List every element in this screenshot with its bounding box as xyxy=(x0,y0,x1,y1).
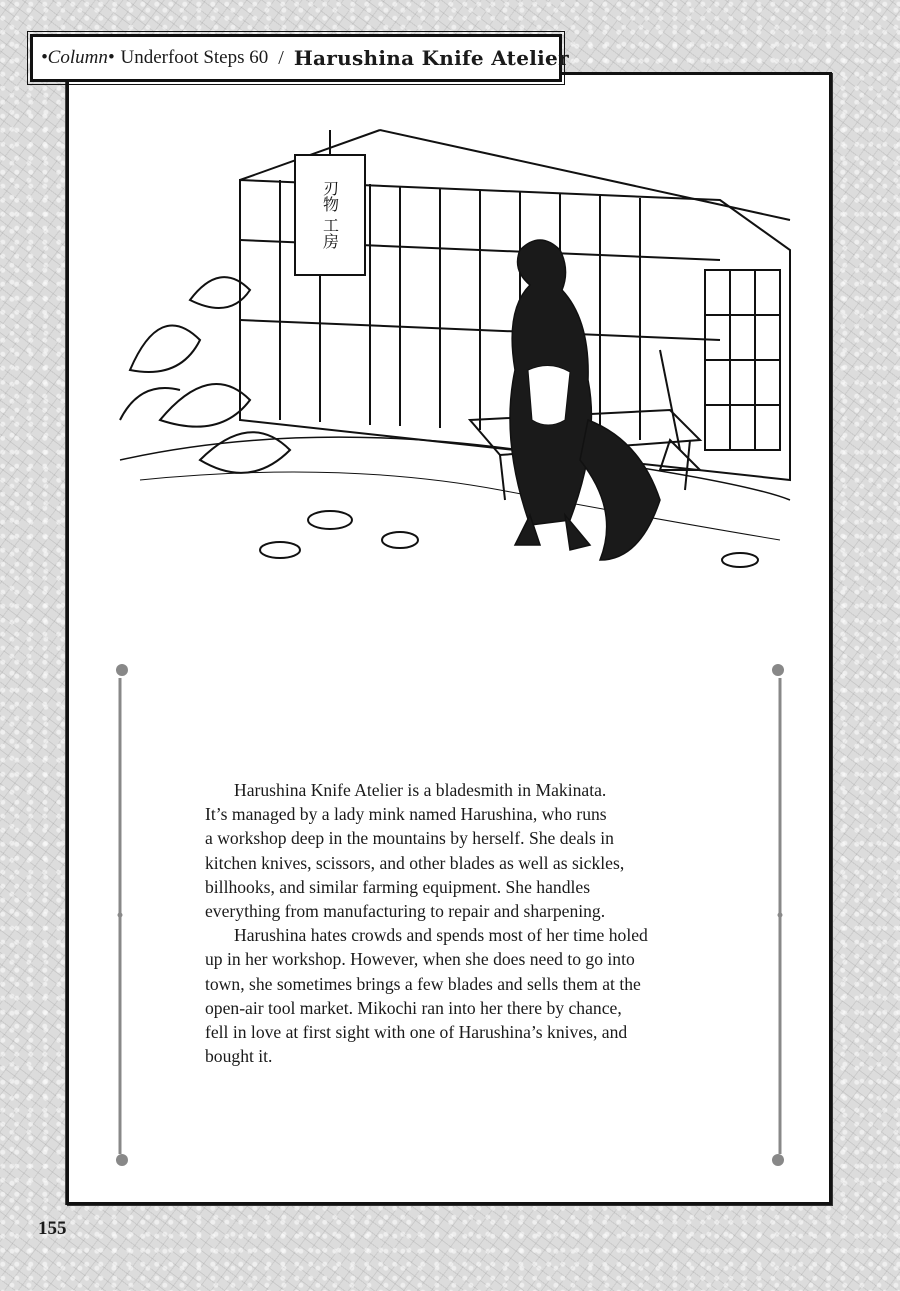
workshop-illustration xyxy=(100,120,800,590)
column-header xyxy=(30,34,569,82)
column-label: •Column• xyxy=(41,47,115,68)
header-separator: / xyxy=(278,46,284,69)
body-line: town, she sometimes brings a few blades and sells them at the xyxy=(205,973,641,994)
column-subtitle: Underfoot Steps 60 xyxy=(120,47,269,68)
body-line: billhooks, and similar farming equipment. She handles xyxy=(205,876,591,897)
workshop-sign: 刃物 工房 xyxy=(320,180,340,250)
article-body xyxy=(205,778,725,1068)
body-line: a workshop deep in the mountains by herself. She deals in xyxy=(205,828,614,849)
body-line: everything from manufacturing to repair and sharpening. xyxy=(205,901,606,922)
body-line: open-air tool market. Mikochi ran into her there by chance, xyxy=(205,997,622,1018)
body-line: Harushina Knife Atelier is a bladesmith in Makinata. xyxy=(234,780,607,800)
body-line: bought it. xyxy=(205,1046,273,1067)
body-line: kitchen knives, scissors, and other blades as well as sickles, xyxy=(205,852,625,873)
body-line: It’s managed by a lady mink named Harushina, who runs xyxy=(205,804,607,825)
body-line: up in her workshop. However, when she does need to go into xyxy=(205,949,635,970)
page-number: 155 xyxy=(38,1218,67,1239)
body-line: fell in love at first sight with one of Harushina’s knives, and xyxy=(205,1022,628,1043)
body-line: Harushina hates crowds and spends most of her time holed xyxy=(234,925,648,946)
page-title: Harushina Knife Atelier xyxy=(293,46,569,70)
